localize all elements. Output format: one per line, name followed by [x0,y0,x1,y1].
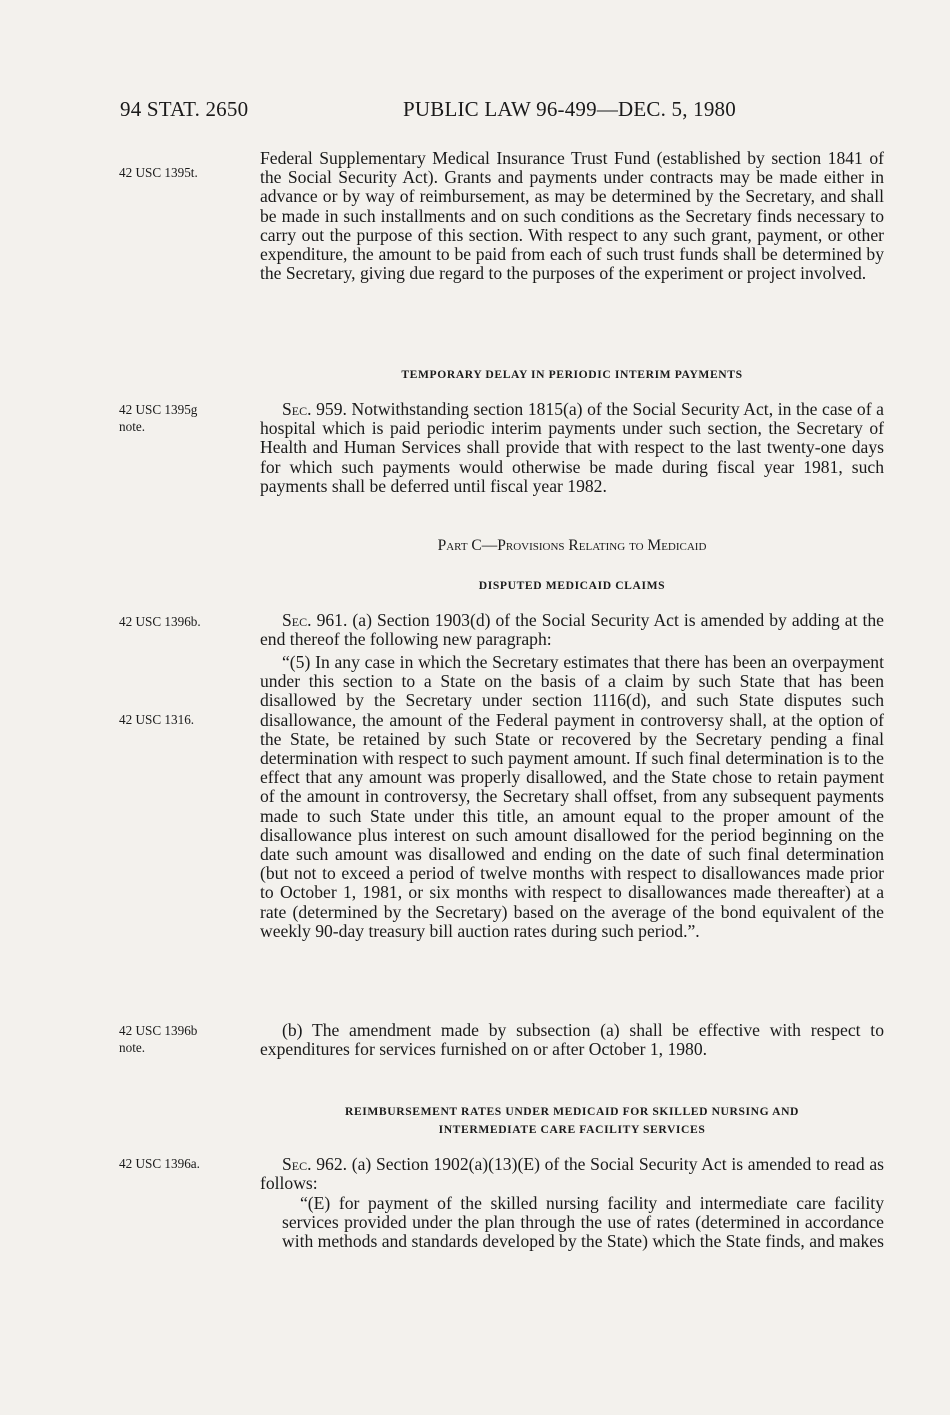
margin-note-1395t: 42 USC 1395t. [119,165,198,180]
heading-disputed-claims: DISPUTED MEDICAID CLAIMS [478,579,666,592]
margin-note-1316: 42 USC 1316. [119,712,195,727]
section-label: Sec. [282,1154,312,1174]
section-label: Sec. [282,399,312,419]
margin-note-1396a: 42 USC 1396a. [119,1156,200,1171]
heading-line: REIMBURSEMENT RATES UNDER MEDICAID FOR SKILLED NURSING AND [344,1105,800,1118]
section-961-text: 961. (a) Section 1903(d) of the Social Security Act is amended by adding at the end thereof the following new paragraph: [260,610,884,650]
margin-note-1395g [119,401,239,435]
section-961-quoted-paragraph: “(5) In any case in which the Secretary estimates that there has been an overpayment under this section to a State on the basis of a claim by such State that has been disallowed by the Secretary under section 1116(d), and such State disputes such disallowance, the amount of the Federal payment in controversy shall, at the option of the State, be retained by such State or recovered by the Secretary pending a final determination with respect to such payment amount. If such final determination is to the effect that any amount was properly disallowed, and the State chose to retain payment of the amount in controversy, the Secretary shall offset, from any subsequent payments made to such State under this title, an amount equal to the proper amount of the disallowance plus interest on such amount disallowed for the period beginning on the date such amount was disallowed and ending on the date of such final determination (but not to exceed a period of twelve months with respect to disallowances made prior to October 1, 1981, or six months with respect to disallowances made thereafter) at a rate (determined by the Secretary) based on the average of the bond equivalent of the weekly 90-day treasury bill auction rates during such period.”. [260,652,884,941]
section-label: Sec. [282,610,312,630]
section-962-text: 962. (a) Section 1902(a)(13)(E) of the Social Security Act is amended to read as follows: [260,1154,884,1194]
law-title: PUBLIC LAW 96-499—DEC. 5, 1980 [403,97,736,121]
margin-note-1396b-note [119,1022,239,1056]
section-962-quoted-paragraph: “(E) for payment of the skilled nursing facility and intermediate care facility services provided under the plan through the use of rates (determined in accordance with methods and standards developed by the State) which the State finds, and makes [282,1193,884,1252]
margin-note-line: note. [119,1040,146,1055]
margin-note-line: note. [119,419,146,434]
trust-fund-paragraph: Federal Supplementary Medical Insurance Trust Fund (established by section 1841 of the Social Security Act). Grants and payments under contracts may be made either in advance or by way of reimbursement, as may be determined by the Secretary, and shall be made in such installments and on such conditions as the Secretary finds necessary to carry out the purpose of this section. With respect to any such grant, payment, or other expenditure, the amount to be paid from each of such trust funds shall be determined by the Secretary, giving due regard to the purposes of the experiment or project involved. [260,148,884,284]
margin-note-line: 42 USC 1396b [119,1023,198,1038]
section-959-paragraph [260,400,884,496]
heading-line: INTERMEDIATE CARE FACILITY SERVICES [438,1123,706,1136]
section-961-paragraph [260,611,884,649]
section-962-paragraph [260,1155,884,1193]
section-961-subsection-b: (b) The amendment made by subsection (a) shall be effective with respect to expenditures for services furnished on or after October 1, 1980. [260,1020,884,1060]
heading-temporary-delay: TEMPORARY DELAY IN PERIODIC INTERIM PAYMENTS [401,368,743,381]
heading-reimbursement-rates [260,1103,884,1139]
section-959-text: 959. Notwithstanding section 1815(a) of the Social Security Act, in the case of a hospital which is paid periodic interim payments under such section, the Secretary of Health and Human Services shall provide that with respect to the last twenty-one days for which such payments would otherwise be made during fiscal year 1981, such payments shall be deferred until fiscal year 1982. [260,399,884,496]
stat-citation: 94 STAT. 2650 [120,97,249,121]
margin-note-1396b: 42 USC 1396b. [119,614,201,629]
margin-note-line: 42 USC 1395g [119,402,198,417]
part-c-heading: Part C—Provisions Relating to Medicaid [437,537,707,554]
